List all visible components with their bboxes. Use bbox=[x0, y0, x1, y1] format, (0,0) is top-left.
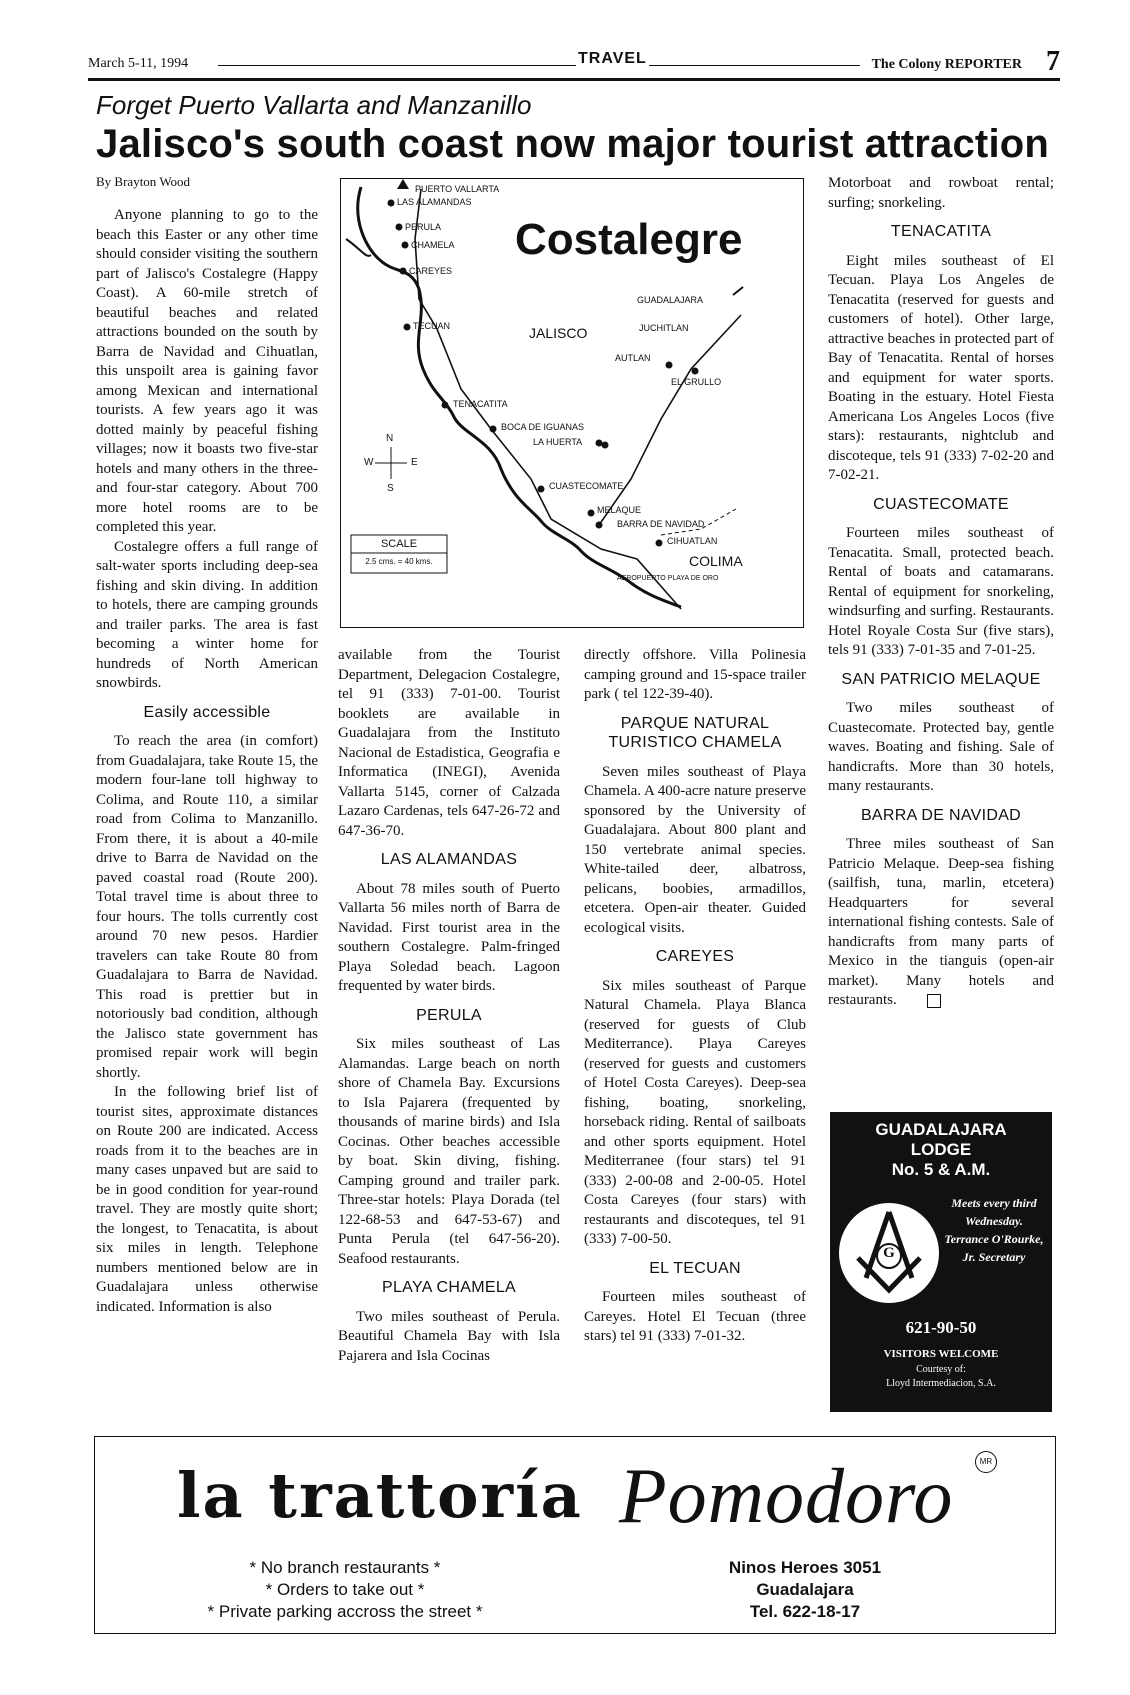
map-label-chamela: CHAMELA bbox=[411, 240, 455, 250]
paragraph: Fourteen miles southeast of Tenacatita. Small, protected beach. Rental of boats and catamarans. Rental of equipment for snorkeling, windsurfing and surfing. Restaurants. Hotel Royale Costa Sur (five stars), tels 91 (333) 7-01-35 and 7-01-25. bbox=[828, 525, 1054, 658]
paragraph: Fourteen miles southeast of Careyes. Hotel El Tecuan (three stars) tel 91 (333) 7-01-32. bbox=[584, 1289, 806, 1344]
lodge-advertisement bbox=[830, 1112, 1052, 1412]
map-label-colima: COLIMA bbox=[689, 553, 743, 569]
guadalajara-arrow bbox=[733, 287, 743, 295]
subhead-perula: PERULA bbox=[416, 1006, 482, 1024]
subhead-barra-de-navidad: BARRA DE NAVIDAD bbox=[860, 806, 1022, 824]
map-label-cihuatlan: CIHUATLAN bbox=[667, 536, 718, 546]
feature-line: * No branch restaurants * bbox=[249, 1558, 441, 1577]
map-label-la-huerta: LA HUERTA bbox=[533, 437, 583, 447]
address-phone: Tel. 622-18-17 bbox=[749, 1602, 861, 1621]
page-header bbox=[88, 46, 1060, 77]
costalegre-map bbox=[340, 178, 804, 628]
compass-east: E bbox=[411, 457, 418, 468]
lodge-meeting-info: Meets every third Wednesday. Terrance O'Rourke, Jr. Secretary bbox=[944, 1196, 1044, 1264]
map-label-autlan: AUTLAN bbox=[615, 353, 651, 363]
lodge-title-3: No. 5 & A.M. bbox=[891, 1160, 991, 1179]
restaurant-features bbox=[135, 1557, 555, 1623]
map-label-cuastecomate: CUASTECOMATE bbox=[549, 481, 624, 491]
restaurant-address bbox=[685, 1557, 925, 1623]
paragraph: Two miles southeast of Cuastecomate. Protected bay, gentle waves. Boating and fishing. Sale of handicrafts. More than 30 hotels, many restaurants. bbox=[828, 700, 1054, 794]
paragraph: In the following brief list of tourist sites, approximate distances on Route 200 are indicated. Access roads from it to the beaches are in many cases unpaved but are said to be in good condition for year-round travel. They are mostly quite short; the longest, to Tenacatita, is about six miles in length. Telephone numbers mentioned below are in Guadalajara unless otherwise indicated. Information is also bbox=[96, 1084, 318, 1315]
compass-north: N bbox=[386, 433, 394, 444]
article-byline: By Brayton Wood bbox=[96, 174, 191, 189]
subhead-playa-chamela: PLAYA CHAMELA bbox=[381, 1279, 517, 1296]
header-thick-rule bbox=[88, 78, 1060, 81]
address-line: Ninos Heroes 3051 bbox=[728, 1558, 882, 1577]
feature-line: * Private parking accross the street * bbox=[207, 1602, 483, 1621]
header-rule bbox=[218, 65, 860, 66]
paragraph: To reach the area (in comfort) from Guadalajara, take Route 15, the modern four-lane toll highway to Colima, and Route 110, a similar road from Colima to Manzanillo. From there, it is about a 40-mile drive to Barra de Navidad on the paved coastal road (Route 200). Total travel time is about three to four hours. The tolls currently cost around 70 new pesos. Hardier travelers can take Route 80 from Guadalajara to Barra de Navidad. This road is prettier but in notoriously bad condition, although the Jalisco state government has promised repair work will begin shortly. bbox=[96, 733, 318, 1081]
map-label-tecuan: TECUAN bbox=[413, 321, 451, 331]
restaurant-advertisement bbox=[94, 1436, 1056, 1634]
subhead-tenacatita: TENACATITA bbox=[890, 223, 992, 240]
address-line: Guadalajara bbox=[756, 1580, 854, 1599]
map-label-jalisco: JALISCO bbox=[529, 325, 588, 341]
feature-line: * Orders to take out * bbox=[265, 1580, 425, 1599]
lodge-phone: 621-90-50 bbox=[905, 1318, 977, 1337]
article-column-2 bbox=[338, 646, 560, 1366]
lodge-courtesy: Courtesy of: bbox=[916, 1364, 966, 1375]
map-label-careyes: CAREYES bbox=[409, 266, 453, 276]
subhead-easily-accessible: Easily accessible bbox=[143, 703, 271, 721]
restaurant-brand: la trattoría bbox=[177, 1459, 583, 1532]
paragraph: Six miles southeast of Parque Natural Chamela. Playa Blanca (reserved for guests of Club Mediterrance). Playa Careyes (reserved for guests and customers of Hotel Costa Careyes). Deep-sea fishing, boating, snorkeling, horseback riding. Rental of sailboats and other sports equipment. Hotel Mediterranee (four stars) tel 91 (333) 2-00-08 and 2-00-05. Hotel Costa Careyes (four stars) with restaurants and discoteques, tel 91 (333) 7-00-50. bbox=[584, 977, 806, 1247]
map-label-aeropuerto: AEROPUERTO PLAYA DE ORO bbox=[617, 575, 719, 582]
scale-value: 2.5 cms. = 40 kms. bbox=[365, 557, 433, 566]
lodge-title-2: LODGE bbox=[910, 1140, 972, 1159]
paragraph bbox=[828, 835, 1054, 1011]
subhead-parque-natural: PARQUE NATURAL TURISTICO CHAMELA bbox=[608, 714, 782, 751]
article-column-3 bbox=[584, 646, 806, 1347]
paragraph-text: Three miles southeast of San Patricio Melaque. Deep-sea fishing (sailfish, tuna, marlin, etcetera) Headquarters for several international fishing contests. Sale of handicrafts from many parts of Mexico in the tianguis (open-air market). Many hotels and restaurants. bbox=[828, 836, 1054, 1008]
map-label-perula: PERULA bbox=[405, 222, 442, 232]
paragraph: Motorboat and rowboat rental; surfing; snorkeling. bbox=[828, 175, 1054, 211]
scale-label: SCALE bbox=[380, 538, 418, 550]
map-label-barra-de-navidad: BARRA DE NAVIDAD bbox=[617, 519, 705, 529]
map-label-boca-de-iguanas: BOCA DE IGUANAS bbox=[501, 422, 585, 432]
registered-mark: MR bbox=[975, 1451, 997, 1473]
paragraph: About 78 miles south of Puerto Vallarta 56 miles north of Barra de Navidad. First tourist area in the southern Costalegre. Palm-fringed Playa Soledad beach. Lagoon frequented by water birds. bbox=[338, 880, 560, 994]
paragraph: Eight miles southeast of El Tecuan. Playa Los Angeles de Tenacatita (reserved for guests and customers of hotel). Other large, attractive beaches in protected part of Bay of Tenacatita. Rental of horses and equipment for water sports. Boating in the estuary. Hotel Fiesta Americana Los Angeles Locos (five stars): restaurants, nightclub and discoteque, tels 91 (333) 7-02-20 and 7-02-21. bbox=[828, 252, 1054, 483]
page-number: 7 bbox=[1046, 46, 1060, 77]
article-headline: Jalisco's south coast now major tourist attraction bbox=[96, 122, 1050, 166]
north-arrow-pv bbox=[397, 179, 409, 189]
map-title: Costalegre bbox=[515, 215, 743, 264]
publication-name: The Colony REPORTER bbox=[871, 57, 1022, 72]
paragraph: Anyone planning to go to the beach this Easter or any other time should consider visiting the southern part of Jalisco's Costalegre (Happy Coast). A 60-mile stretch of beautiful beaches and related attractions bounded on the south by Barra de Navidad and Cihuatlan, this unspoilt area is gaining favor among Mexican and international tourists. A few years ago it was dotted mainly by peaceful fishing villages; now it boasts two five-star hotels and many others in the three- and four-star category. About 700 more hotel rooms are to be completed this year. bbox=[96, 207, 318, 535]
emblem-letter: G bbox=[883, 1245, 895, 1261]
paragraph: available from the Tourist Department, Delegacion Costalegre, tel 91 (333) 7-01-00. Tourist booklets are available in Guadalajara from the Instituto Nacional de Estadistica, Geografia e Informatica (INEGI), Avenida Vallarta 5145, corner of Calzada Lazaro Cardenas, tels 647-26-72 and 647-36-70. bbox=[338, 647, 560, 839]
subhead-careyes: CAREYES bbox=[655, 948, 735, 965]
map-label-alamandas: LAS ALAMANDAS bbox=[397, 197, 472, 207]
section-name: TRAVEL bbox=[578, 50, 647, 67]
lodge-sponsor: Lloyd Intermediacion, S.A. bbox=[886, 1378, 996, 1389]
article-column-1 bbox=[96, 206, 318, 1317]
compass-west: W bbox=[364, 457, 374, 468]
paragraph: Two miles southeast of Perula. Beautiful Chamela Bay with Isla Pajarera and Isla Cocinas bbox=[338, 1308, 560, 1364]
map-label-melaque: MELAQUE bbox=[597, 505, 642, 515]
compass-south: S bbox=[387, 483, 394, 494]
subhead-cuastecomate: CUASTECOMATE bbox=[873, 495, 1009, 513]
restaurant-script-logo: Pomodoro bbox=[619, 1452, 954, 1539]
lodge-visitors-welcome: VISITORS WELCOME bbox=[883, 1348, 999, 1360]
map-label-juchitlan: JUCHITLAN bbox=[639, 323, 689, 333]
subhead-san-patricio-melaque: SAN PATRICIO MELAQUE bbox=[841, 670, 1041, 688]
route-80 bbox=[599, 315, 741, 525]
article-column-4 bbox=[828, 174, 1054, 1011]
paragraph: Seven miles southeast of Playa Chamela. A 400-acre nature preserve sponsored by the University of Guadalajara. About 800 plant and 150 vertebrate animal species. White-tailed deer, albatross, pelicans, boobies, armadillos, etcetera. Open-air theater. Guided ecological visits. bbox=[584, 763, 806, 936]
paragraph: Six miles southeast of Las Alamandas. Large beach on north shore of Chamela Bay. Excursions to Isla Pajarera (frequented by thousands of marine birds) and Isla Cocinas. Other beaches accessible by boat. Skin diving, fishing. Camping ground and trailer park. Three-star hotels: Playa Dorada (tel 122-68-53 and 647-53-67) and Punta Perula (tel 647-56-20). Seafood restaurants. bbox=[338, 1036, 560, 1267]
subhead-las-alamandas: LAS ALAMANDAS bbox=[380, 851, 518, 868]
end-of-article-mark bbox=[927, 994, 941, 1008]
issue-date: March 5-11, 1994 bbox=[88, 56, 189, 71]
lodge-title-1: GUADALAJARA bbox=[875, 1120, 1007, 1139]
map-label-guadalajara: GUADALAJARA bbox=[637, 295, 704, 305]
map-label-el-grullo: EL GRULLO bbox=[671, 377, 722, 387]
subhead-el-tecuan: EL TECUAN bbox=[649, 1259, 741, 1277]
map-label-puerto-vallarta: PUERTO VALLARTA bbox=[415, 184, 500, 194]
map-label-tenacatita: TENACATITA bbox=[453, 399, 508, 409]
paragraph: Costalegre offers a full range of salt-water sports including deep-sea fishing and skin diving. In addition to hotels, there are camping grounds and trailer parks. The area is fast becoming a winter home for hundreds of North American snowbirds. bbox=[96, 538, 318, 691]
paragraph: directly offshore. Villa Polinesia camping ground and 15-space trailer park ( tel 122-39-40). bbox=[584, 647, 806, 702]
article-kicker: Forget Puerto Vallarta and Manzanillo bbox=[96, 90, 532, 120]
